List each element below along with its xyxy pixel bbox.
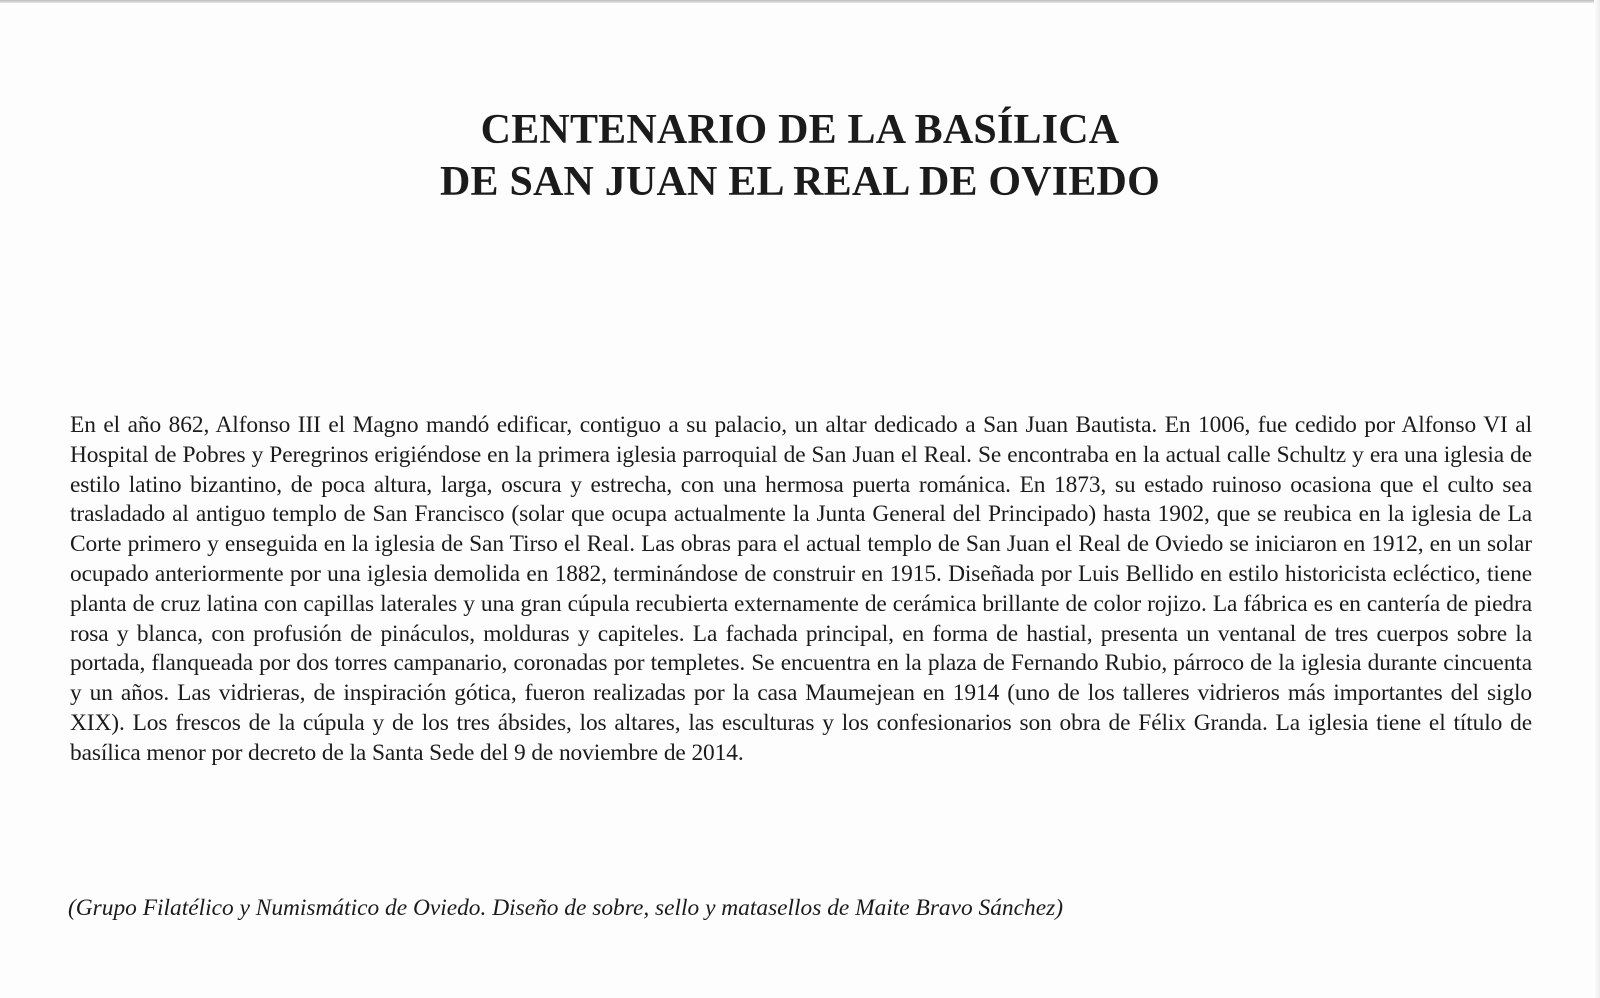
page-top-edge	[0, 0, 1600, 3]
document-title-line-1: CENTENARIO DE LA BASÍLICA	[480, 107, 1120, 153]
document-title-line-2: DE SAN JUAN EL REAL DE OVIEDO	[440, 159, 1160, 205]
document-body-paragraph: En el año 862, Alfonso III el Magno mandó edificar, contiguo a su palacio, un altar dedicado a San Juan Bautista. En 1006, fue cedido por Alfonso VI al Hospital de Pobres y Peregrinos erigiéndose en la primera iglesia parroquial de San Juan el Real. Se encontraba en la actual calle Schultz y era una iglesia de estilo latino bizantino, de poca altura, larga, oscura y estrecha, con una hermosa puerta románica. En 1873, su estado ruinoso ocasiona que el culto sea trasladado al antiguo templo de San Francisco (solar que ocupa actualmente la Junta General del Principado) hasta 1902, que se reubica en la iglesia de La Corte primero y enseguida en la iglesia de San Tirso el Real. Las obras para el actual templo de San Juan el Real de Oviedo se iniciaron en 1912, en un solar ocupado anteriormente por una iglesia demolida en 1882, terminándose de construir en 1915. Diseñada por Luis Bellido en estilo historicista ecléctico, tiene planta de cruz latina con capillas laterales y una gran cúpula recubierta externamente de cerámica brillante de color rojizo. La fábrica es en cantería de piedra rosa y blanca, con profusión de pináculos, molduras y capiteles. La fachada principal, en forma de hastial, presenta un ventanal de tres cuerpos sobre la portada, flanqueada por dos torres campanario, coronadas por templetes. Se encuentra en la plaza de Fernando Rubio, párroco de la iglesia durante cincuenta y un años. Las vidrieras, de inspiración gótica, fueron realizadas por la casa Maumejean en 1914 (uno de los talleres vidrieros más importantes del siglo XIX). Los frescos de la cúpula y de los tres ábsides, los altares, las esculturas y los confesionarios son obra de Félix Granda. La iglesia tiene el título de basílica menor por decreto de la Santa Sede del 9 de noviembre de 2014.	[70, 412, 1532, 766]
document-title	[0, 104, 1600, 208]
document-credits: (Grupo Filatélico y Numismático de Oviedo. Diseño de sobre, sello y matasellos de Maite Bravo Sánchez)	[68, 895, 1063, 921]
